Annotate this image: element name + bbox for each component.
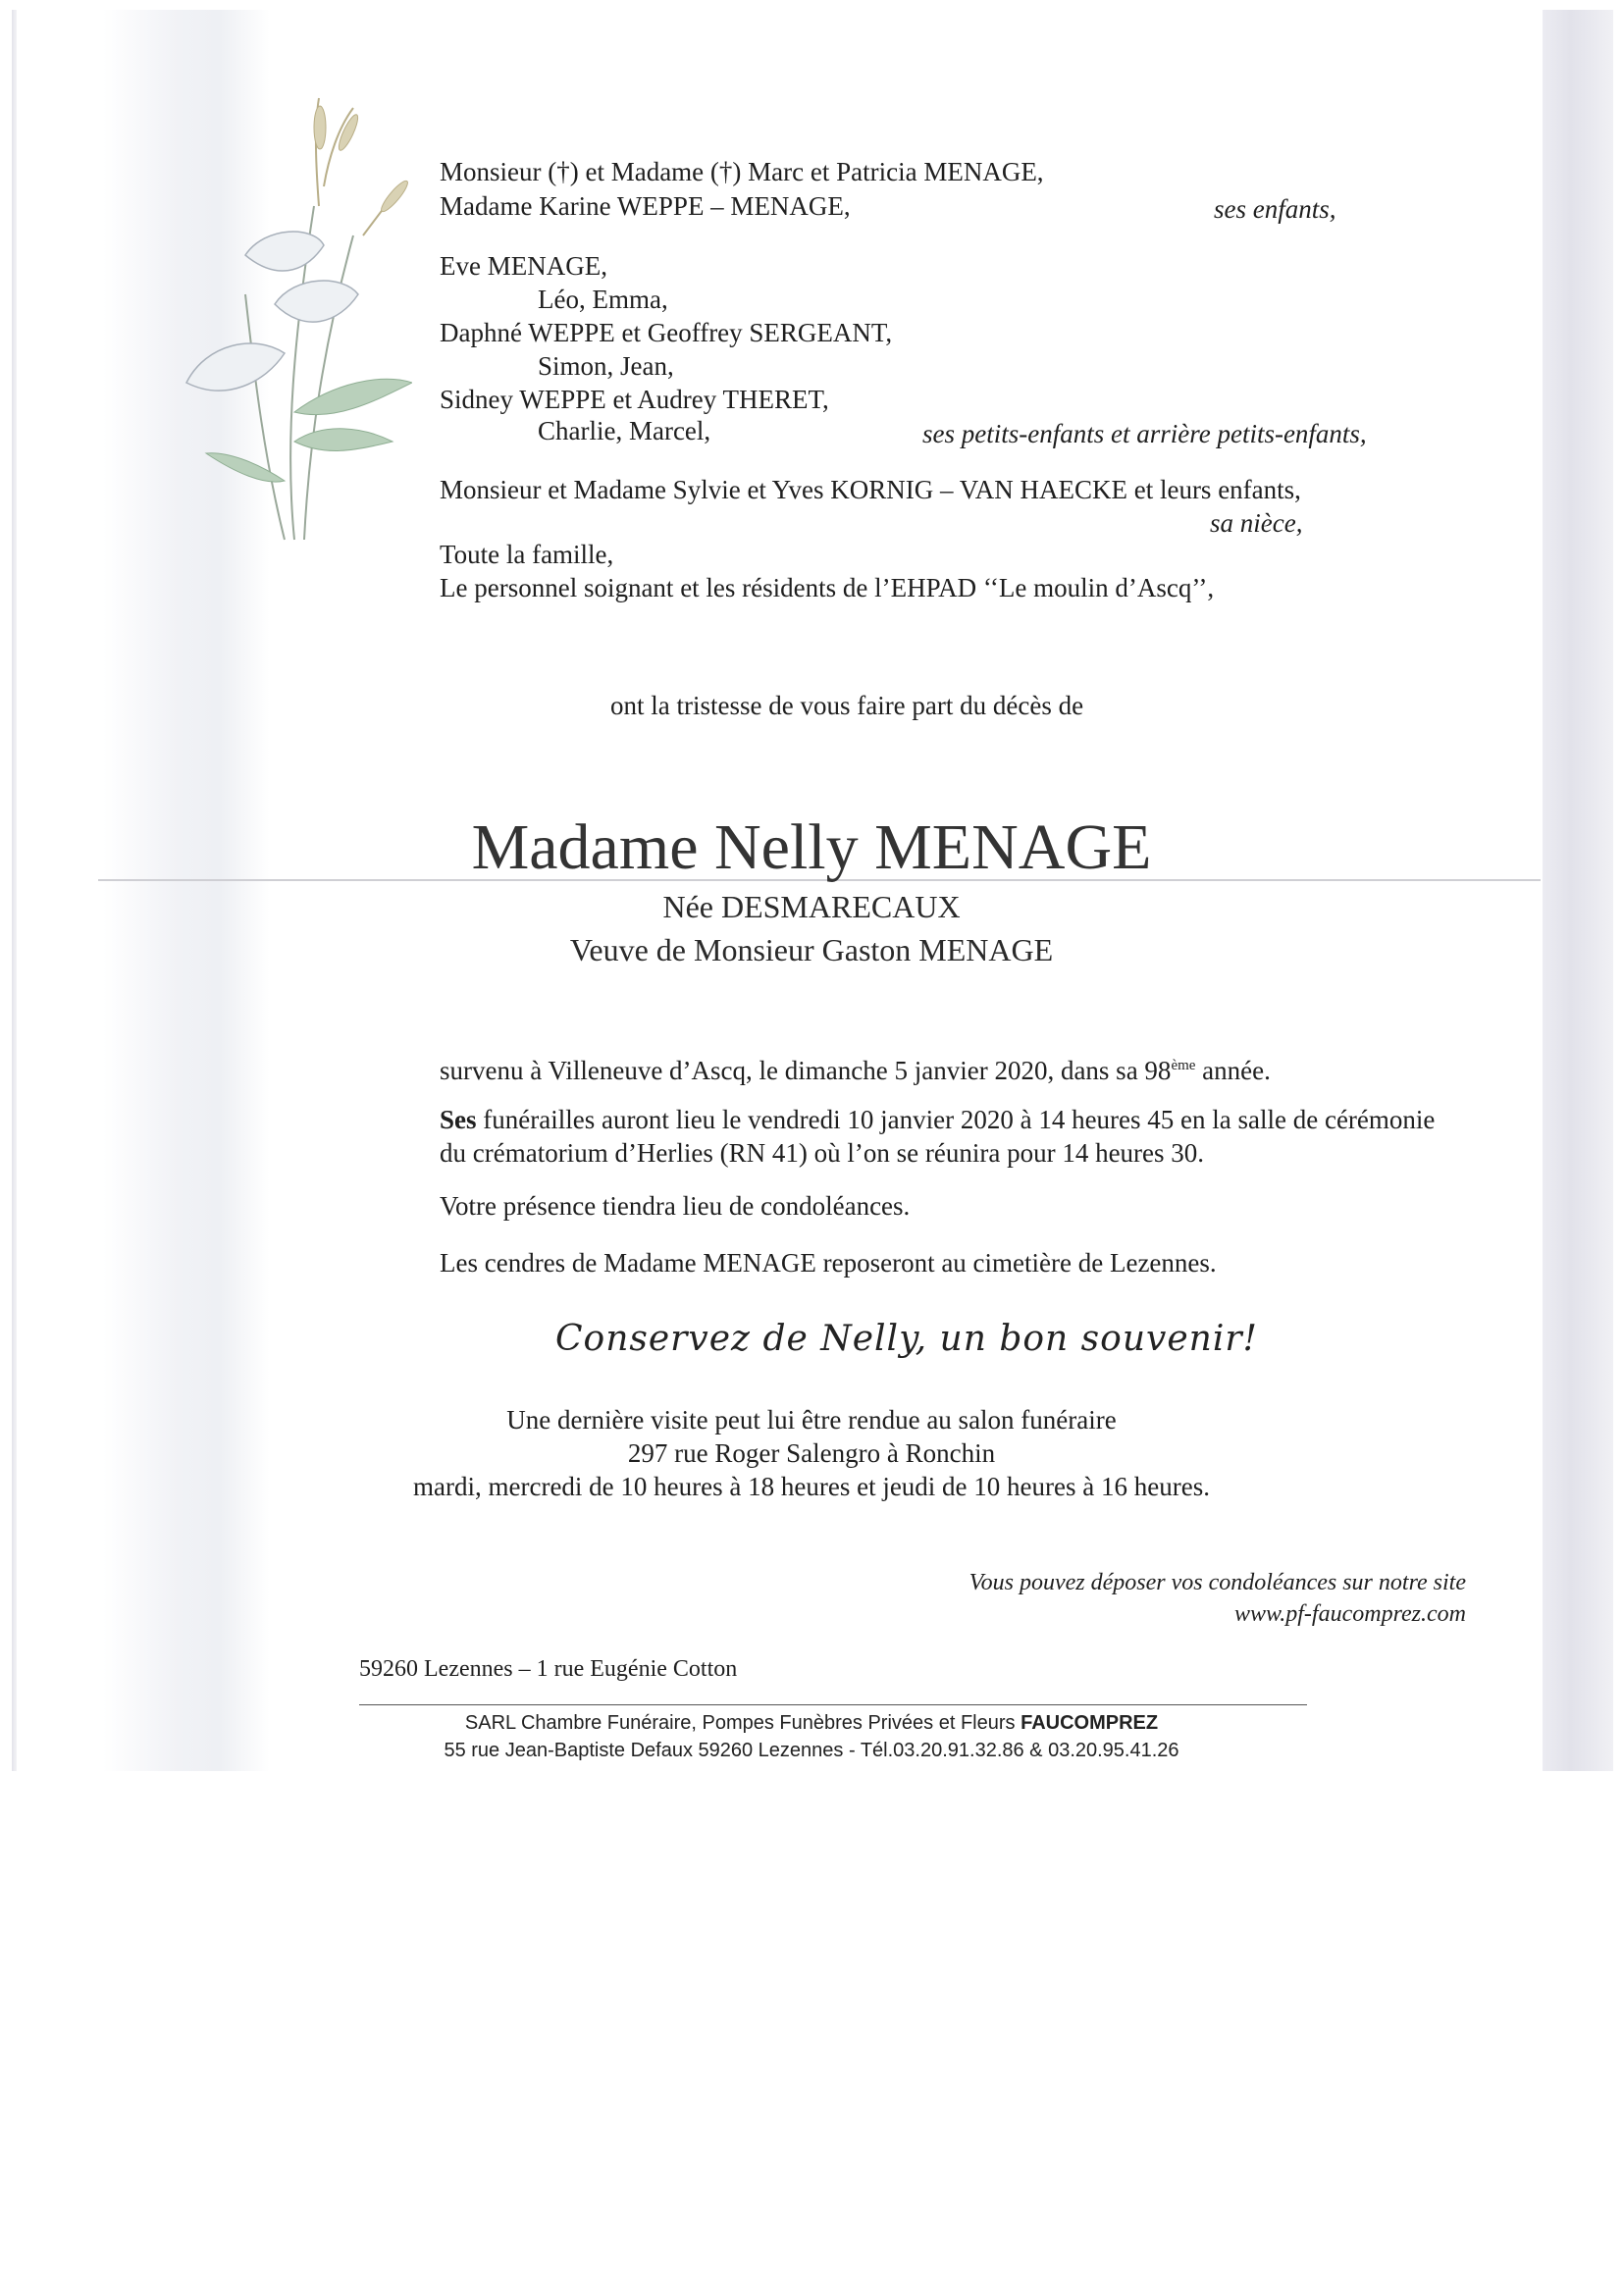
family-all: Toute la famille,: [440, 540, 614, 569]
great-grandchildren-1: Léo, Emma,: [538, 285, 668, 314]
ehpad-staff: Le personnel soignant et les résidents de l’EHPAD ‘‘Le moulin d’Ascq’’,: [440, 573, 1215, 602]
announcement-text: ont la tristesse de vous faire part du décès de: [610, 691, 1084, 720]
visit-line-3: mardi, mercredi de 10 heures à 18 heures et jeudi de 10 heures à 16 heures.: [413, 1472, 1210, 1501]
death-details: survenu à Villeneuve d’Ascq, le dimanche 5 janvier 2020, dans sa 98ème année.: [440, 1056, 1271, 1085]
visit-line-2: 297 rue Roger Salengro à Ronchin: [627, 1438, 996, 1468]
visit-line-1: Une dernière visite peut lui être rendue au salon funéraire: [506, 1405, 1117, 1435]
lily-wheat-illustration-icon: [147, 88, 412, 549]
maiden-name: Née DESMARECAUX: [662, 889, 961, 924]
website-link[interactable]: www.pf-faucomprez.com: [1234, 1601, 1466, 1627]
family-line-daughter: Madame Karine WEPPE – MENAGE,: [440, 191, 851, 221]
footer-contact: 55 rue Jean-Baptiste Defaux 59260 Lezennes - Tél.03.20.91.32.86 & 03.20.95.41.26: [444, 1740, 1179, 1761]
role-grandchildren: ses petits-enfants et arrière petits-enfants,: [922, 419, 1367, 448]
deceased-name: Madame Nelly MENAGE: [471, 811, 1152, 883]
funeral-line-1: Ses funérailles auront lieu le vendredi 10 janvier 2020 à 14 heures 45 en la salle de cérémonie: [440, 1105, 1436, 1134]
grandchild-eve: Eve MENAGE,: [440, 251, 607, 281]
address-line: 59260 Lezennes – 1 rue Eugénie Cotton: [359, 1656, 738, 1682]
great-grandchildren-3: Charlie, Marcel,: [538, 416, 711, 445]
great-grandchildren-2: Simon, Jean,: [538, 351, 674, 381]
widow-of: Veuve de Monsieur Gaston MENAGE: [569, 932, 1054, 967]
niece-line: Monsieur et Madame Sylvie et Yves KORNIG – VAN HAECKE et leurs enfants,: [440, 475, 1301, 504]
family-line-parents: Monsieur (†) et Madame (†) Marc et Patricia MENAGE,: [440, 157, 1044, 186]
online-condolences: Vous pouvez déposer vos condoléances sur notre site: [969, 1570, 1466, 1595]
footer-divider: [359, 1704, 1307, 1705]
role-children: ses enfants,: [1214, 194, 1336, 224]
grandchild-daphne: Daphné WEPPE et Geoffrey SERGEANT,: [440, 318, 893, 347]
ashes-note: Les cendres de Madame MENAGE reposeront au cimetière de Lezennes.: [440, 1248, 1217, 1278]
remembrance-script: Conservez de Nelly, un bon souvenir!: [555, 1319, 1259, 1359]
grandchild-sidney: Sidney WEPPE et Audrey THERET,: [440, 385, 829, 414]
role-niece: sa nièce,: [1210, 508, 1303, 538]
funeral-line-2: du crématorium d’Herlies (RN 41) où l’on se réunira pour 14 heures 30.: [440, 1138, 1205, 1168]
footer-company: SARL Chambre Funéraire, Pompes Funèbres Privées et Fleurs FAUCOMPREZ: [464, 1712, 1159, 1734]
condolences-note: Votre présence tiendra lieu de condoléances.: [440, 1191, 911, 1221]
